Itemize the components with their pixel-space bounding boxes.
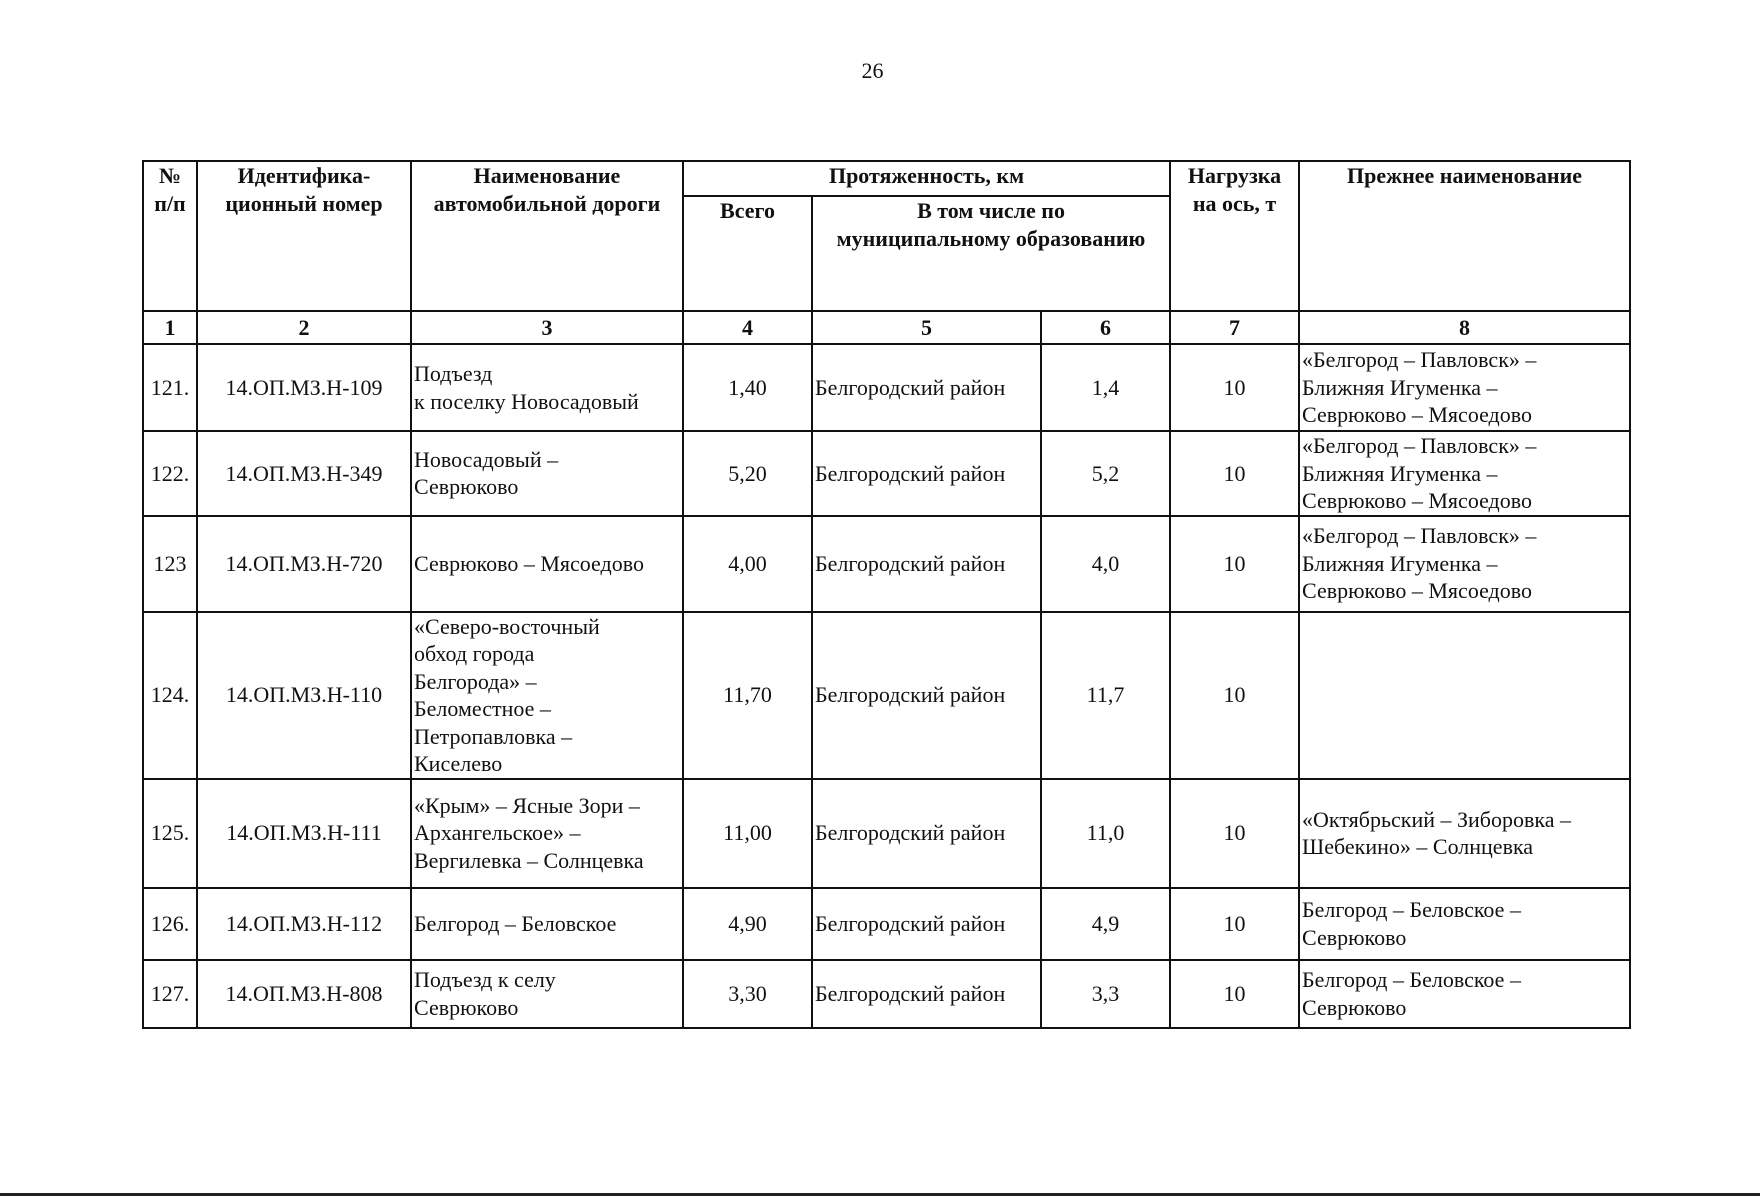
row-number: 122. [143,431,197,516]
length-municipal: 4,0 [1041,516,1170,612]
row-number: 127. [143,960,197,1028]
header-road-name: Наименование автомобильной дороги [411,161,683,311]
length-municipal: 3,3 [1041,960,1170,1028]
table-row [143,960,1630,1028]
column-number: 8 [1299,311,1630,344]
length-total: 1,40 [683,344,812,431]
previous-name [1299,612,1630,779]
length-total: 4,00 [683,516,812,612]
header-id: Идентифика- ционный номер [197,161,411,311]
municipality: Белгородский район [812,516,1041,612]
column-number: 4 [683,311,812,344]
length-municipal: 11,0 [1041,779,1170,888]
row-number: 121. [143,344,197,431]
municipality: Белгородский район [812,960,1041,1028]
length-total: 11,70 [683,612,812,779]
table-row [143,516,1630,612]
previous-name: Белгород – Беловское – Севрюково [1299,888,1630,960]
previous-name: «Октябрьский – Зиборовка – Шебекино» – Солнцевка [1299,779,1630,888]
table-body [143,344,1630,1028]
previous-name: Белгород – Беловское – Севрюково [1299,960,1630,1028]
axle-load: 10 [1170,960,1299,1028]
column-number: 3 [411,311,683,344]
road-name: Подъезд к селу Севрюково [411,960,683,1028]
municipality: Белгородский район [812,888,1041,960]
road-name: Белгород – Беловское [411,888,683,960]
header-num: № п/п [143,161,197,311]
column-number: 6 [1041,311,1170,344]
road-id: 14.ОП.МЗ.Н-808 [197,960,411,1028]
road-id: 14.ОП.МЗ.Н-112 [197,888,411,960]
axle-load: 10 [1170,516,1299,612]
previous-name: «Белгород – Павловск» – Ближняя Игуменка – Севрюково – Мясоедово [1299,516,1630,612]
table-header [143,161,1630,344]
length-total: 3,30 [683,960,812,1028]
header-axle-load: Нагрузка на ось, т [1170,161,1299,311]
road-id: 14.ОП.МЗ.Н-109 [197,344,411,431]
row-number: 124. [143,612,197,779]
page-number: 26 [861,58,884,83]
road-id: 14.ОП.МЗ.Н-110 [197,612,411,779]
header-previous-name: Прежнее наименование [1299,161,1630,311]
row-number: 123 [143,516,197,612]
road-name: Новосадовый – Севрюково [411,431,683,516]
length-municipal: 4,9 [1041,888,1170,960]
municipality: Белгородский район [812,344,1041,431]
municipality: Белгородский район [812,779,1041,888]
previous-name: «Белгород – Павловск» – Ближняя Игуменка – Севрюково – Мясоедово [1299,344,1630,431]
length-municipal: 1,4 [1041,344,1170,431]
row-number: 126. [143,888,197,960]
column-number: 5 [812,311,1041,344]
table-row [143,344,1630,431]
road-id: 14.ОП.МЗ.Н-349 [197,431,411,516]
axle-load: 10 [1170,612,1299,779]
road-name: Севрюково – Мясоедово [411,516,683,612]
column-number: 7 [1170,311,1299,344]
column-number: 1 [143,311,197,344]
roads-table [142,160,1631,1029]
municipality: Белгородский район [812,431,1041,516]
header-length-municipal: В том числе по муниципальному образованию [812,196,1170,311]
length-municipal: 11,7 [1041,612,1170,779]
road-id: 14.ОП.МЗ.Н-111 [197,779,411,888]
table-row [143,612,1630,779]
length-total: 4,90 [683,888,812,960]
header-length-total: Всего [683,196,812,311]
municipality: Белгородский район [812,612,1041,779]
road-name: «Крым» – Ясные Зори – Архангельское» – Вергилевка – Солнцевка [411,779,683,888]
length-total: 11,00 [683,779,812,888]
road-id: 14.ОП.МЗ.Н-720 [197,516,411,612]
road-name: «Северо-восточный обход города Белгорода» – Беломестное – Петропавловка – Киселево [411,612,683,779]
table-row [143,888,1630,960]
header-length: Протяженность, км [683,161,1170,196]
table-row [143,779,1630,888]
length-total: 5,20 [683,431,812,516]
column-numbers-row [143,311,1630,344]
table-row [143,431,1630,516]
axle-load: 10 [1170,779,1299,888]
axle-load: 10 [1170,344,1299,431]
bottom-border-line [0,1193,1760,1196]
previous-name: «Белгород – Павловск» – Ближняя Игуменка – Севрюково – Мясоедово [1299,431,1630,516]
length-municipal: 5,2 [1041,431,1170,516]
axle-load: 10 [1170,888,1299,960]
column-number: 2 [197,311,411,344]
row-number: 125. [143,779,197,888]
road-name: Подъезд к поселку Новосадовый [411,344,683,431]
axle-load: 10 [1170,431,1299,516]
